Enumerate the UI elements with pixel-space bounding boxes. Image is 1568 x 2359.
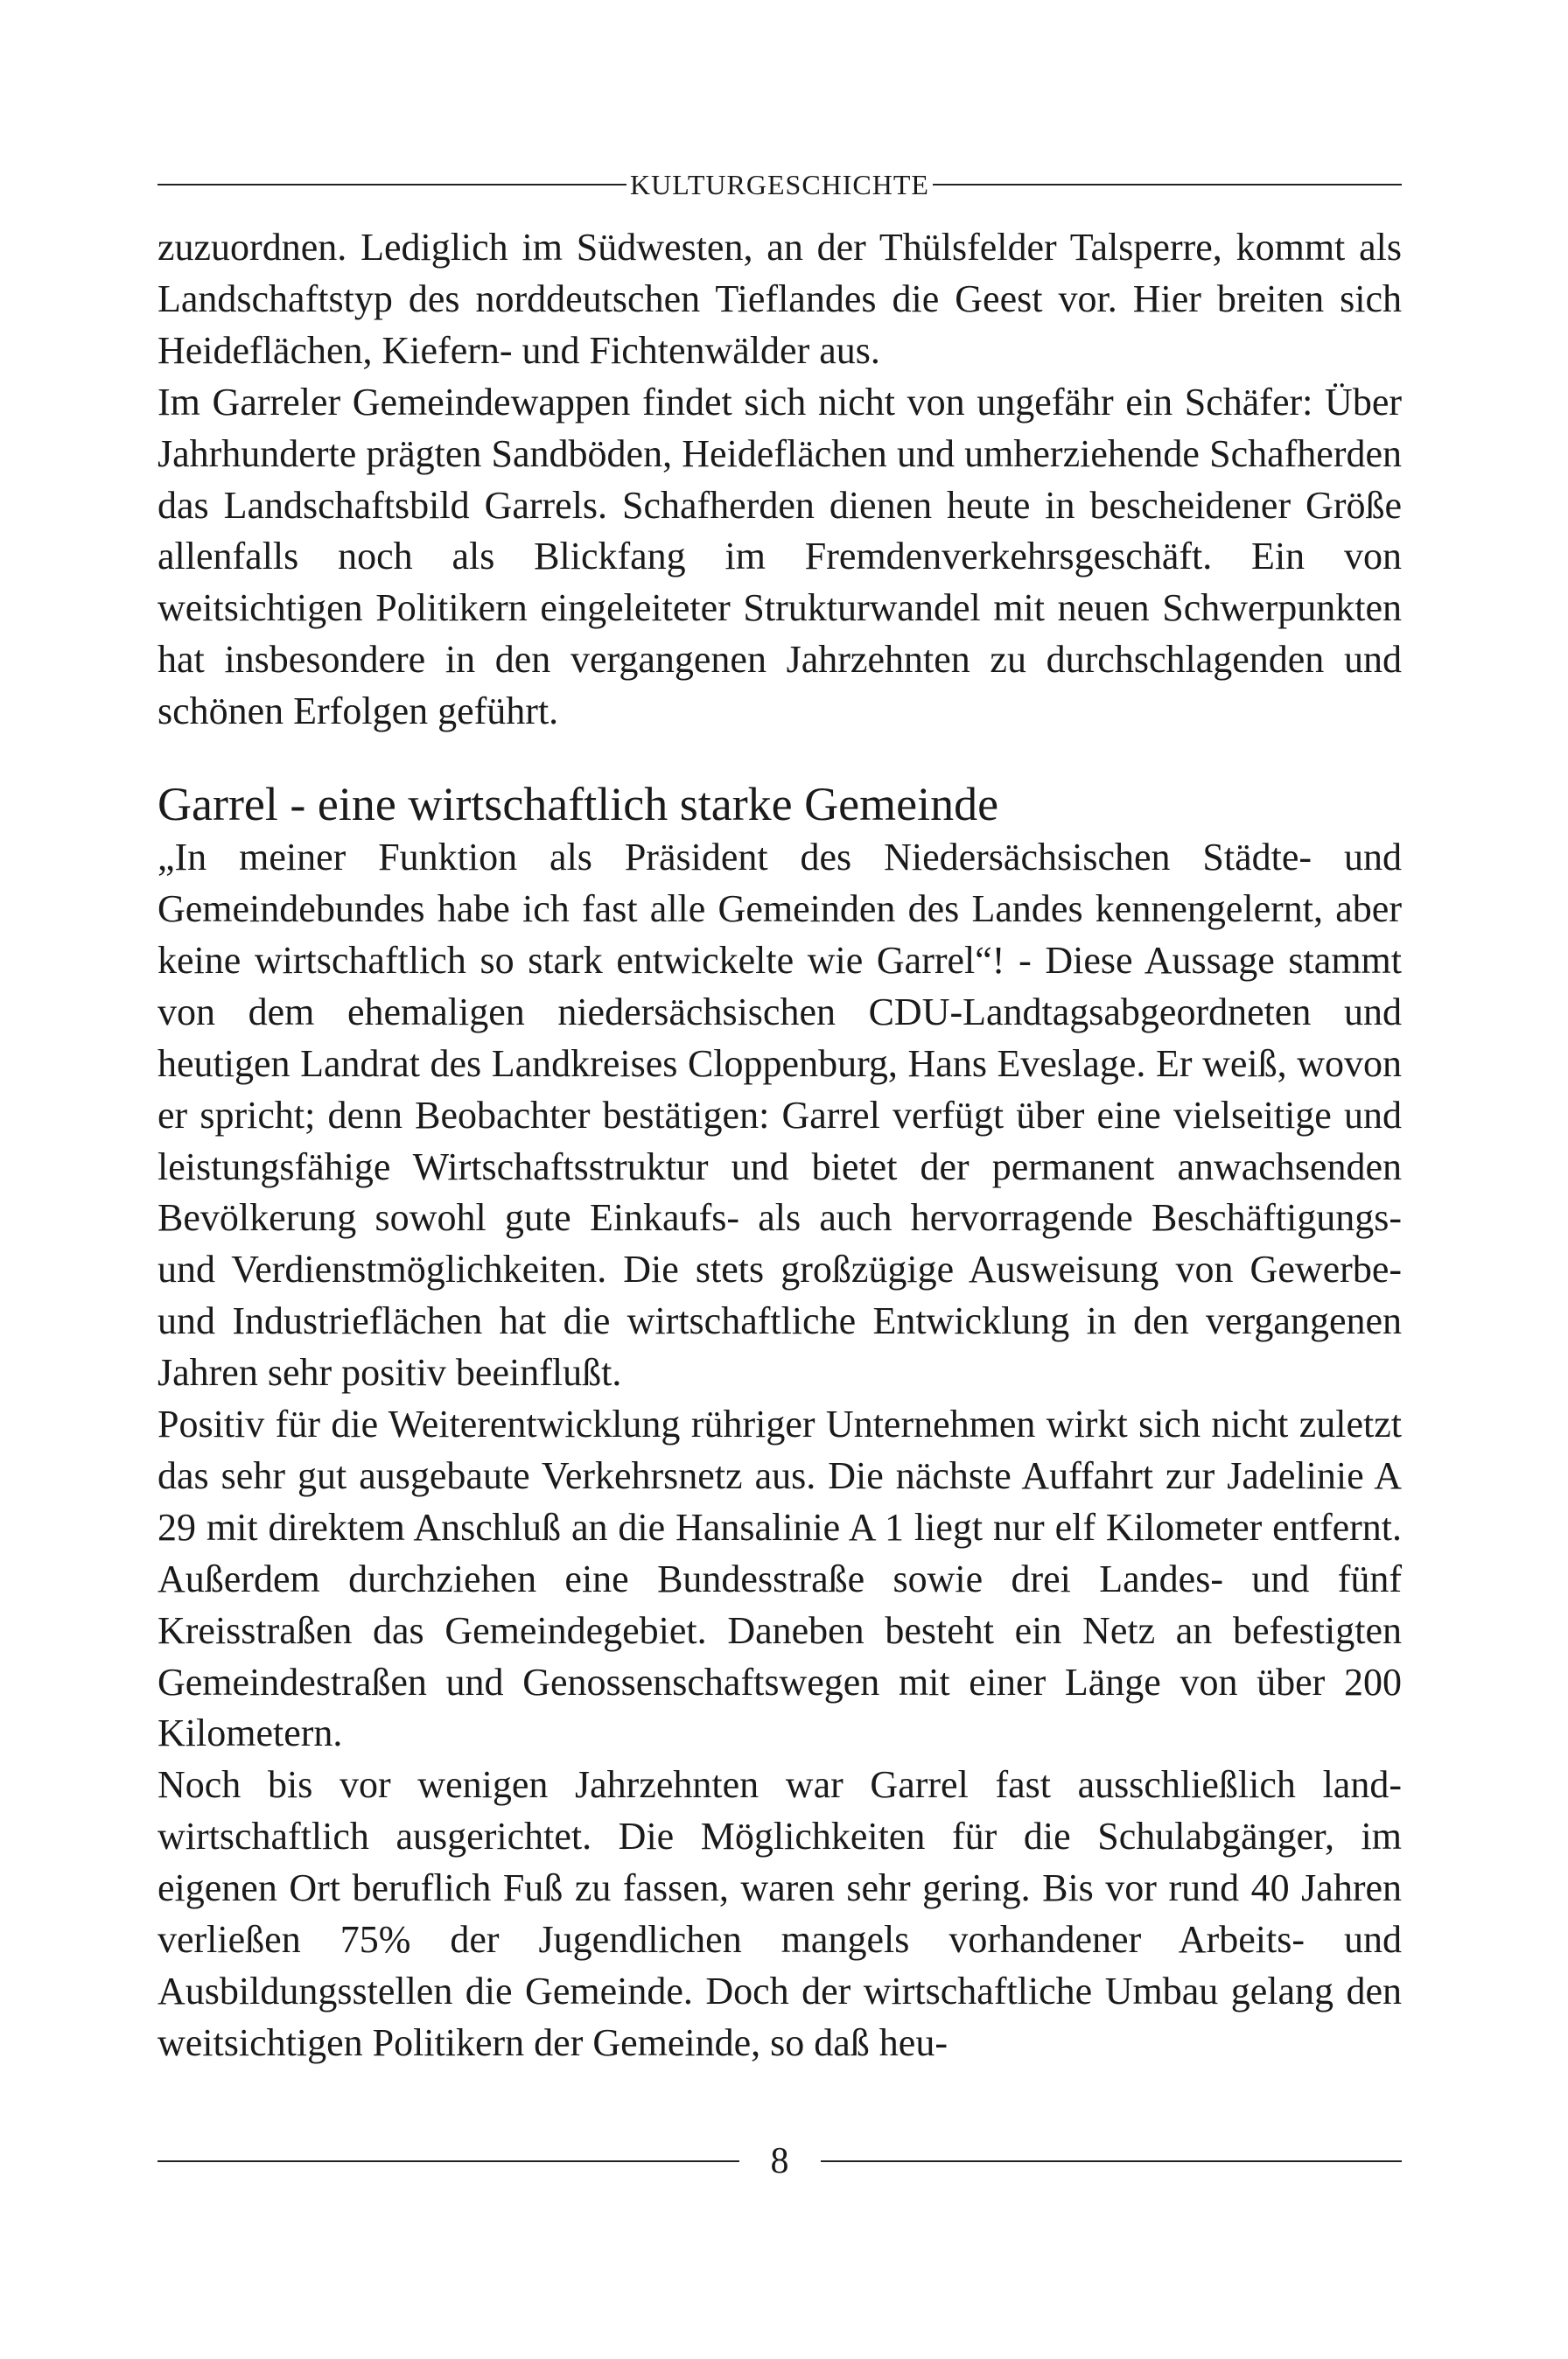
running-header <box>158 163 1402 206</box>
section-heading: Garrel - eine wirtschaftlich starke Gemeinde <box>158 778 999 831</box>
paragraph: Im Garreler Gemeindewappen findet sich nicht von ungefähr ein Schäfer: Über Jahrhunderte prägten Sandböden, Heideflächen und umherziehende Schafherden das Landschaftsbild Garrels. Schafherden dienen heute in bescheidener Größe allenfalls noch als Blickfang im Fremdenverkehrsgeschäft. Ein von weitsichtigen Politikern eingeleiteter Strukturwandel mit neuen Schwerpunkten hat insbesondere in den vergangenen Jahrzehnten zu durchschlagenden und schönen Erfolgen geführt. <box>158 380 1402 733</box>
running-title: KULTURGESCHICHTE <box>630 168 929 200</box>
body-text <box>158 222 1402 2069</box>
footer-rule-right <box>821 2160 1403 2162</box>
footer-rule-left <box>158 2160 739 2162</box>
paragraph: Noch bis vor wenigen Jahrzehnten war Garrel fast ausschließlich landwirtschaftlich ausgerichtet. Die Möglichkeiten für die Schulabgänger, im eigenen Ort beruflich Fuß zu fassen, waren sehr gering. Bis vor rund 40 Jahren verließen 75% der Jugendlichen mangels vorhandener Arbeits- und Ausbildungsstellen die Gemeinde. Doch der wirtschaftliche Umbau gelang den weitsichtigen Politikern der Gemeinde, so daß heu- <box>158 1763 1402 2064</box>
paragraph: „In meiner Funktion als Präsident des Niedersächsischen Städte- und Gemeindebundes habe ich fast alle Gemeinden des Landes kennengelernt, aber keine wirtschaftlich so stark entwickelte wie Garrel“! - Diese Aussage stammt von dem ehemaligen niedersächsischen CDU-Landtagsabgeordneten und heutigen Landrat des Landkreises Cloppenburg, Hans Eveslage. Er weiß, wovon er spricht; denn Beobachter bestätigen: Garrel verfügt über eine vielseitige und leistungsfähige Wirtschaftsstruktur und bietet der permanent anwachsenden Bevölkerung sowohl gute Einkaufs- als auch hervorragende Beschäftigungs- und Verdienstmöglichkeiten. Die stets großzügige Ausweisung von Gewerbe- und Industrieflächen hat die wirtschaftliche Entwicklung in den vergangenen Jahren sehr positiv beeinflußt. <box>158 836 1402 1395</box>
header-rule-left <box>158 184 626 186</box>
header-rule-right <box>933 184 1402 186</box>
paragraph: zuzuordnen. Lediglich im Südwesten, an der Thülsfelder Talsperre, kommt als Landschaftstyp des norddeutschen Tieflandes die Geest vor. Hier breiten sich Heideflächen, Kiefern- und Fichtenwälder aus. <box>158 226 1402 372</box>
paragraph: Positiv für die Weiterentwicklung rühriger Unternehmen wirkt sich nicht zuletzt das sehr gut ausgebaute Verkehrsnetz aus. Die nächste Auffahrt zur Jadelinie A 29 mit direktem Anschluß an die Hansalinie A 1 liegt nur elf Kilometer entfernt. Außerdem durchziehen eine Bundesstraße sowie drei Landes- und fünf Kreisstraßen das Gemeindegebiet. Daneben besteht ein Netz an befestigten Gemeindestraßen und Genossenschaftswegen mit einer Länge von über 200 Kilometern. <box>158 1403 1402 1755</box>
page-number: 8 <box>770 2141 789 2181</box>
page-footer <box>158 2135 1402 2188</box>
